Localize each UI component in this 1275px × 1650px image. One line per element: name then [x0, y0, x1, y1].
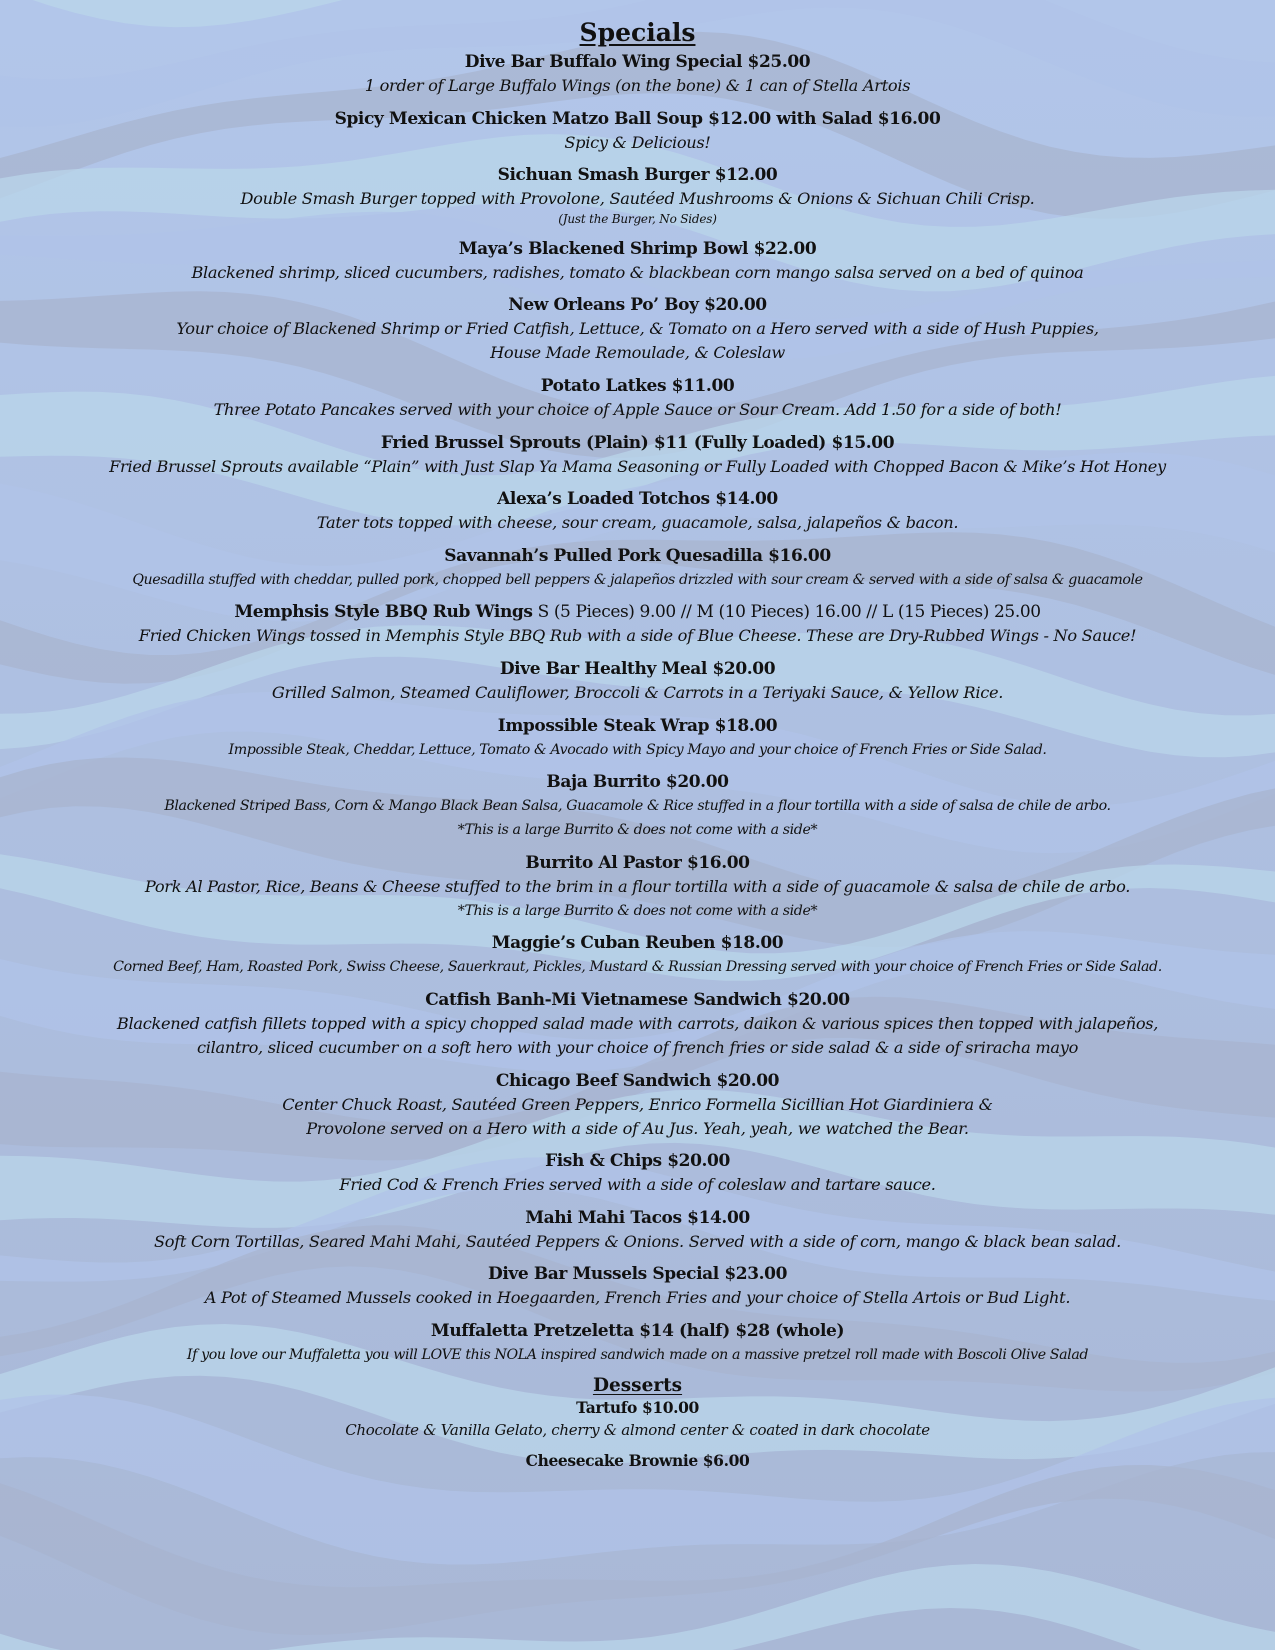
items-item-name: Fish & Chips $20.00	[545, 1151, 730, 1172]
desserts-list	[0, 1397, 1275, 1472]
items-item	[0, 988, 1275, 1060]
items-item	[0, 293, 1275, 365]
items-item-description: Fried Chicken Wings tossed in Memphis Style BBQ Rub with a side of Blue Cheese. These are Dry-Rubbed Wings - No Sauce!	[138, 626, 1137, 646]
items-item	[0, 1206, 1275, 1254]
items-item-description: Double Smash Burger topped with Provolone, Sautéed Mushrooms & Onions & Sichuan Chili Crisp.	[240, 189, 1035, 209]
items-item	[0, 600, 1275, 648]
specials-list	[0, 50, 1275, 1367]
items-item-name: Baja Burrito $20.00	[546, 772, 729, 793]
items-item-description: Blackened Striped Bass, Corn & Mango Black Bean Salsa, Guacamole & Rice stuffed in a flour tortilla with a side of salsa de chile de arbo.	[164, 798, 1111, 815]
items-item-name: Spicy Mexican Chicken Matzo Ball Soup $12.00 with Salad $16.00	[334, 108, 941, 129]
items-item-description: Spicy & Delicious!	[564, 132, 711, 152]
items-item-name: Dive Bar Healthy Meal $20.00	[499, 658, 776, 679]
items-item-title	[0, 374, 1275, 398]
items-item-title	[0, 293, 1275, 317]
items-item	[0, 851, 1275, 923]
items-item-title	[0, 851, 1275, 875]
items-item-description: cilantro, sliced cucumber on a soft hero with your choice of french fries or side salad & a side of sriracha mayo	[196, 1037, 1079, 1057]
items-item-description: Impossible Steak, Cheddar, Lettuce, Tomato & Avocado with Spicy Mayo and your choice of French Fries or Side Salad.	[228, 741, 1047, 758]
items-item-name: Savannah’s Pulled Pork Quesadilla $16.00	[444, 545, 831, 566]
items-item-title	[0, 1149, 1275, 1173]
items-item	[0, 714, 1275, 762]
items-item-name: Maggie’s Cuban Reuben $18.00	[491, 933, 784, 954]
items-item-name: Dive Bar Buffalo Wing Special $25.00	[464, 52, 811, 72]
items-item-description: Your choice of Blackened Shrimp or Fried Catfish, Lettuce, & Tomato on a Hero served with a side of Hush Puppies,	[176, 319, 1099, 339]
desserts-item-title	[0, 1397, 1275, 1419]
desserts-heading: Desserts	[592, 1375, 683, 1397]
items-item-description: Provolone served on a Hero with a side of Au Jus. Yeah, yeah, we watched the Bear.	[306, 1118, 969, 1138]
items-item-title	[0, 1319, 1275, 1343]
desserts-item	[0, 1450, 1275, 1472]
items-item-description: Tater tots topped with cheese, sour cream, guacamole, salsa, jalapeños & bacon.	[316, 513, 959, 533]
items-item-title	[0, 714, 1275, 738]
items-item	[0, 544, 1275, 592]
items-item-name: Potato Latkes $11.00	[540, 375, 735, 396]
items-item-description: Blackened catfish fillets topped with a spicy chopped salad made with carrots, daikon & various spices then topped with jalapeños,	[116, 1013, 1159, 1033]
desserts-item-title	[0, 1450, 1275, 1472]
items-item-description: Pork Al Pastor, Rice, Beans & Cheese stuffed to the brim in a flour tortilla with a side of guacamole & salsa de chile de arbo.	[144, 876, 1131, 896]
items-item-name: Catfish Banh-Mi Vietnamese Sandwich $20.00	[425, 989, 850, 1010]
items-item-description: If you love our Muffaletta you will LOVE this NOLA inspired sandwich made on a massive pretzel roll made with Boscoli Olive Salad	[186, 1346, 1089, 1363]
items-item	[0, 107, 1275, 155]
desserts-item	[0, 1397, 1275, 1441]
desserts-item-name: Cheesecake Brownie $6.00	[525, 1451, 750, 1471]
items-item-name: Dive Bar Mussels Special $23.00	[488, 1264, 787, 1285]
items-item-name: Chicago Beef Sandwich $20.00	[495, 1070, 780, 1091]
items-item-name: Sichuan Smash Burger $12.00	[497, 165, 778, 186]
items-item	[0, 1149, 1275, 1197]
items-item-name: Impossible Steak Wrap $18.00	[497, 715, 778, 736]
items-item-title	[0, 1262, 1275, 1286]
items-item-title	[0, 1069, 1275, 1093]
desserts-item-description: Chocolate & Vanilla Gelato, cherry & almond center & coated in dark chocolate	[345, 1421, 930, 1440]
items-item-title	[0, 237, 1275, 261]
items-item-description: Fried Brussel Sprouts available “Plain” with Just Slap Ya Mama Seasoning or Fully Loaded with Chopped Bacon & Mike’s Hot Honey	[109, 456, 1166, 476]
items-item-name: Fried Brussel Sprouts (Plain) $11 (Fully Loaded) $15.00	[380, 432, 895, 453]
items-item-description: A Pot of Steamed Mussels cooked in Hoegaarden, French Fries and your choice of Stella Artois or Bud Light.	[204, 1288, 1071, 1308]
items-item-title	[0, 431, 1275, 455]
items-item-name: New Orleans Po’ Boy $20.00	[508, 295, 767, 316]
items-item-title	[0, 544, 1275, 568]
items-item-title	[0, 107, 1275, 131]
items-item-description: House Made Remoulade, & Coleslaw	[490, 343, 785, 363]
items-item-name: Memphsis Style BBQ Rub Wings	[234, 602, 533, 623]
items-item	[0, 1262, 1275, 1310]
items-item	[0, 374, 1275, 422]
items-item-description: Fried Cod & French Fries served with a side of coleslaw and tartare sauce.	[339, 1175, 936, 1195]
desserts-item-name: Tartufo $10.00	[576, 1398, 699, 1418]
items-item-description: Soft Corn Tortillas, Seared Mahi Mahi, Sautéed Peppers & Onions. Served with a side of corn, mango & black bean salad.	[153, 1231, 1121, 1251]
items-item-title	[0, 163, 1275, 187]
items-item-name: Burrito Al Pastor $16.00	[525, 852, 750, 873]
items-item-title	[0, 487, 1275, 511]
items-item	[0, 487, 1275, 535]
items-item-description: Three Potato Pancakes served with your choice of Apple Sauce or Sour Cream. Add 1.50 for a side of both!	[213, 399, 1062, 419]
items-item-sizes: S (5 Pieces) 9.00 // M (10 Pieces) 16.00 // L (15 Pieces) 25.00	[532, 602, 1041, 623]
items-item-description: Corned Beef, Ham, Roasted Pork, Swiss Cheese, Sauerkraut, Pickles, Mustard & Russian Dressing served with your choice of French Fries or Side Salad.	[113, 959, 1162, 976]
items-item	[0, 163, 1275, 228]
items-item-name: Alexa’s Loaded Totchos $14.00	[497, 489, 778, 510]
items-item-title	[0, 988, 1275, 1012]
items-item-title	[0, 50, 1275, 74]
items-item	[0, 1069, 1275, 1141]
items-item-title	[0, 600, 1275, 624]
items-item-title	[0, 931, 1275, 955]
items-item	[0, 770, 1275, 842]
items-item	[0, 931, 1275, 979]
items-item	[0, 50, 1275, 98]
items-item	[0, 1319, 1275, 1367]
items-item-description: *This is a large Burrito & does not come with a side*	[457, 902, 818, 919]
items-item-title	[0, 657, 1275, 681]
items-item-name: Muffaletta Pretzeletta $14 (half) $28 (whole)	[430, 1320, 845, 1341]
specials-heading: Specials	[579, 18, 696, 47]
items-item-description: Grilled Salmon, Steamed Cauliflower, Broccoli & Carrots in a Teriyaki Sauce, & Yellow Rice.	[271, 682, 1004, 702]
items-item-name: Maya’s Blackened Shrimp Bowl $22.00	[458, 238, 817, 259]
items-item-description: Blackened shrimp, sliced cucumbers, radishes, tomato & blackbean corn mango salsa served on a bed of quinoa	[191, 262, 1084, 282]
items-item-description: Center Chuck Roast, Sautéed Green Peppers, Enrico Formella Sicillian Hot Giardiniera &	[282, 1094, 993, 1114]
items-item-note: (Just the Burger, No Sides)	[558, 212, 717, 227]
items-item	[0, 431, 1275, 479]
items-item	[0, 237, 1275, 285]
items-item-description: *This is a large Burrito & does not come with a side*	[457, 822, 818, 839]
items-item-title	[0, 1206, 1275, 1230]
items-item-name: Mahi Mahi Tacos $14.00	[525, 1207, 750, 1228]
items-item-title	[0, 770, 1275, 794]
items-item-description: 1 order of Large Buffalo Wings (on the bone) & 1 can of Stella Artois	[364, 76, 911, 95]
items-item-description: Quesadilla stuffed with cheddar, pulled pork, chopped bell peppers & jalapeños drizzled with sour cream & served with a side of salsa & guacamole	[132, 571, 1143, 588]
items-item	[0, 657, 1275, 705]
